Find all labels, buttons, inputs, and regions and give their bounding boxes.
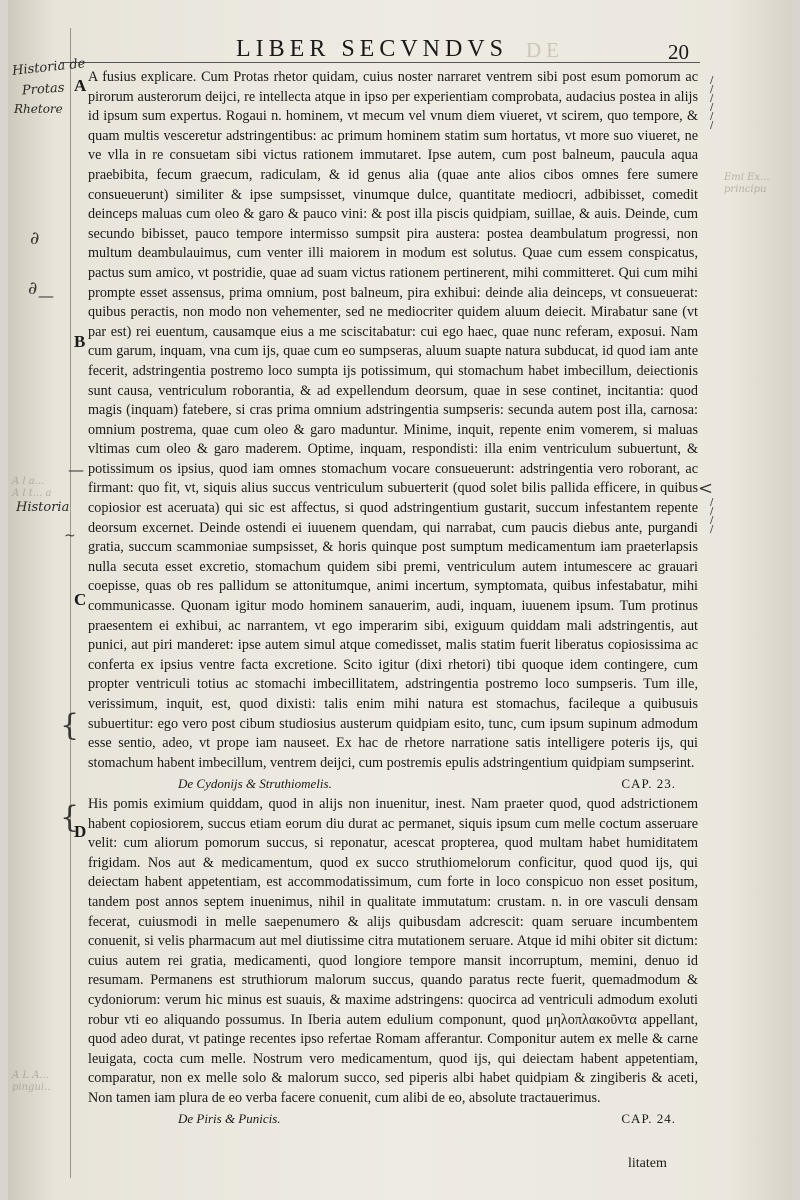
- arrow-mark-icon: <: [698, 478, 714, 499]
- pen-mark-icon: ∂: [28, 278, 38, 299]
- margin-tick-icon: / / / / / /: [710, 75, 714, 131]
- page-number: 20: [668, 40, 689, 64]
- bleed-through-text: A L A... pingui..: [12, 1070, 51, 1093]
- chapter-number: CAP. 24.: [621, 1111, 676, 1127]
- section-letter: A: [74, 76, 87, 95]
- margin-annotation: Historia: [16, 500, 70, 515]
- chapter-heading-23: [88, 773, 698, 795]
- catchword: litatem: [628, 1156, 667, 1171]
- margin-annotation: Historia de: [11, 56, 87, 79]
- chapter-number: CAP. 23.: [621, 776, 676, 792]
- section-letter: C: [74, 590, 87, 609]
- page-gutter-line: [70, 28, 71, 1178]
- pen-mark-icon: ∂: [30, 228, 40, 249]
- margin-annotation: Protas: [21, 80, 65, 99]
- section-letter: D: [74, 822, 87, 841]
- book-page: [8, 0, 792, 1200]
- paragraph-protas: A fusius explicare. Cum Protas rhetor quidam, cuius noster narraret ventrem sibi post esum pomorum ac pirorum austerorum deijci, re intellecta atque in ipso per experientiam comprobata, audacius postea in alijs id ipsum sum expertus. Rogaui n. hominem, vt mecum vel vnum diem viueret, vt scirem, quo tempore, & quam multis vesceretur adstringentibus: ac primum hominem statim sum hortatus, vt more suo viueret, ne ve vlla in re consuetam sibi victus rationem immutaret. Ipse autem, cum post balneum, paucula aqua praebibita, fecum graecum, radiculam, & id genus alia (quae ante alios cibos omnes fere sumere consueuerunt) similiter & ipse sumpsisset, vinumque dulce, quantitate mediocri, adbibisset, comedit deinceps maluas cum oleo & garo & pauco vini: & post illa piscis quidpiam, suillae, & auis. Deinde, cum secundo bibisset, pauco tempore intermisso sumpsit pira austera: postea deambulatum progressi, non multum deambulauimus, cum venter illi maiorem in modum est solutus. Quae cum essem conspicatus, pactus sum amico, vt postridie, quae ad suam victus rationem pertinerent, mihi committeret. Qui cum mihi prompte esset assensus, prima omnium, post balneum, pira exhibui: deinde alia deinceps, vt consueuerat: quibus peractis, non modo non vehementer, sed ne mediocriter quidem aluum deiecit. Mirabatur sane (vt par est) rei euentum, causamque eius a me sciscitabatur: cui ego haec, quae nunc referam, exposui. Nam cum garum, inquam, vna cum ijs, quae cum eo sumpseras, aluum suapte natura subducat, id quod iam ante fecerit, adstringentia postremo loco sumpta ijs potissimum, qui stomachum habet imbecillum, deiectionis sunt causa, ventriculum roborantia, & ad expellendum deorsum, quae in sese continet, incitantia: quod magis (inquam) fatebere, si cras prima omnium adstringentia sumpseris: secunda autem post illa, carnosa: omnium postrema, quae cum oleo & garo maduntur. Minime, inquit, repente enim vomerem, si maluas vltimas cum oleo & garo maderem. Optime, inquam, respondisti: illa enim ventriculum subuertunt, & potissimum os ipsius, quod iam omnes stomachum vocare consueuerunt: adstringentia vero roborant, ac firmant: quo fit, vt, siquis alius succus ventriculum subuerterit (quod solet bilis pallida efficere, in quibus copiosior est aceruata) qui sic est affectus, si quod adstringentium gustarit, succum infestantem repente deorsum excernet. Deinde ostendi ei iuuenem quendam, qui narrabat, cum paucis diebus ante, purgandi gratia, succum scammoniae sumpsisset, & horis quinque post sumptum medicamentum iam praeterlapsis nulla secuta esset excretio, stomachum quidem sibi premi, ventriculum autem intumescere ac grauari coepisse, quas ob res pallidum se attonitumque, animi incertum, symptomata, quibus infestabatur, mihi communicasse. Quonam igitur modo hominem sanauerim, audi, inquam, iuuenem ipsum. Tum protinus praesentem ei exhibui, ac narrantem, vt ego imperarim sibi, exiguum quiddam mali adstringentis, aut punici, aut piri manderet: ipse autem simul atque comedisset, malis statim fuerit liberatus copiosissima ac conferta ex ipsius ventre facta excretione. Scito igitur (dixi rhetori) tibi quoque idem contingere, cum propter ventriculi totius ac stomachi imbecillitatem, adstringentia postremo loco sumpseris. Tum ille, verissimum, inquit, est, quod dixisti: talis enim mihi natura est stomachus, facileque a quibusuis subuertitur: ego vero post cibum studiosius austerum quidpiam esito, tunc, cum ipsum supinum admodum esse sentio, adeo, vt prope iam nauseet. Ex hac de rhetore narratione satis intelligere poteris ijs, qui stomachum habent imbecillum, ventrem deijci, cum postremis epulis adstringentium quidpiam sumpserint.: [88, 69, 698, 771]
- brace-mark-icon: {: [60, 708, 80, 743]
- margin-tick-icon: / / / /: [710, 497, 714, 535]
- section-letter: B: [74, 332, 86, 351]
- tilde-mark-icon: ~: [64, 528, 76, 544]
- bleed-through-text: A l a... A l t... a: [12, 476, 52, 499]
- bleed-through-text: Emi Ex... principu: [724, 172, 770, 195]
- paragraph-cydonia: His pomis eximium quiddam, quod in alijs non inuenitur, inest. Nam praeter quod, quod adstrictionem habent copiosiorem, succus etiam eorum diu durat ac permanet, siquis ipsum cum melle coctum asseruare velit: cum aliorum pomorum succus, si reponatur, acescat propterea, quod multam habet humiditatem frigidam. Nos aut & medicamentum, quod ex succo struthiomelorum conficitur, quod quod ijs, qui deiectam habent appetentiam, est accommodatissimum, cum forte in loco conspicuo non esset positum, tandem post annos septem inuenimus, nihil in qualitate immutatum: crustam. n. in ore vasculi densam fecerat, cuiusmodi in melle saepenumero & alijs quibusdam adcrescit: quam seruare incumbentem conuenit, si velis pharmacum aut mel diutissime citra mutationem seruare. Atque id mihi obiter sit dictum: cuius autem rei gratia, medicamenti, quod longiore tempore mansit incorruptum, memini, denuo id resumam. Permanens est struthiorum malorum succus, quando paratus recte fuerit, quemadmodum & cydoniorum: verum hic minus est suauis, & maxime adstringens: quocirca ad ventriculi admodum exoluti robur vti eo aliquando possumus. In Iberia autem edulium componunt, quod μηλοπλακοῦντα appellant, quod adeo durat, vt patinge recentes ipso refertae Romam afferantur. Componitur autem ex melle & carne leuigata, cocta cum melle. Nostrum vero medicamentum, quod ijs, qui deiectam habent appetentiam, comparatur, non ex melle solo & malorum succo, sed piperis albi habet quidpiam & zingiberis & aceti, Non tamen iam plura de eo verba facere conuenit, cum alibi de eo, absolute tractauerimus.: [88, 795, 698, 1106]
- chapter-title: De Piris & Punicis.: [178, 1111, 281, 1127]
- chapter-heading-24: [88, 1108, 698, 1128]
- dash-mark-icon: —: [38, 286, 54, 305]
- dash-mark-icon: —: [68, 460, 84, 479]
- main-text-column: [88, 68, 698, 1128]
- chapter-title: De Cydonijs & Struthiomelis.: [178, 776, 332, 792]
- ghost-title: DE: [526, 38, 564, 62]
- margin-annotation: Rhetore: [14, 102, 63, 116]
- running-title: LIBER SECVNDVS: [236, 36, 509, 62]
- header-rule: [60, 62, 700, 63]
- brace-mark-icon: {: [60, 800, 80, 835]
